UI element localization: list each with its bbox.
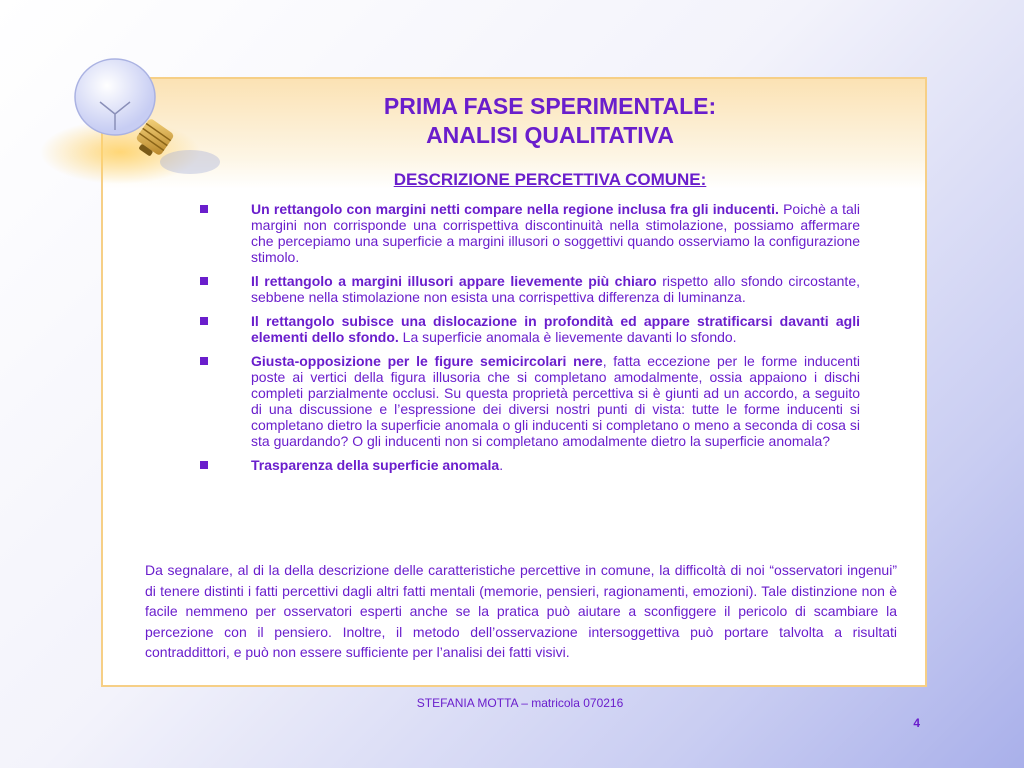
list-item [200, 313, 860, 345]
page-number: 4 [913, 716, 920, 730]
list-item [200, 201, 860, 265]
bullet-text: La superficie anomala è lievemente davanti lo sfondo. [398, 329, 737, 345]
list-item [200, 353, 860, 449]
bullet-bold-text: Giusta-opposizione per le figure semicircolari nere [251, 353, 603, 369]
light-bulb-icon [40, 52, 230, 192]
bullet-bold-text: Il rettangolo subisce una dislocazione in profondità ed appare stratificarsi davanti agli elementi dello sfondo. [251, 313, 860, 345]
square-bullet-icon [200, 317, 208, 325]
bullet-text: . [499, 457, 504, 473]
bullet-text: Poichè a tali margini non corrisponde una corrispettiva discontinuità nella stimolazione, possiamo affermare che percepiamo una superficie a margini illusori o soggettivi quando osserviamo la configurazione stimolo. [251, 201, 860, 265]
square-bullet-icon [200, 277, 208, 285]
bullet-bold-text: Il rettangolo a margini illusori appare lievemente più chiaro [251, 273, 657, 289]
bullet-text: rispetto allo sfondo circostante, sebbene nella stimolazione non esista una corrispettiva differenza di luminanza. [251, 273, 860, 305]
square-bullet-icon [200, 461, 208, 469]
list-item [200, 273, 860, 305]
title-line-2: ANALISI QUALITATIVA [426, 122, 674, 148]
list-item [200, 457, 860, 473]
slide-title [240, 92, 860, 150]
square-bullet-icon [200, 205, 208, 213]
footer-author: STEFANIA MOTTA – matricola 070216 [416, 696, 624, 710]
slide-subtitle: DESCRIZIONE PERCETTIVA COMUNE: [393, 170, 707, 189]
title-line-1: PRIMA FASE SPERIMENTALE: [383, 93, 717, 119]
bullet-bold-text: Un rettangolo con margini netti compare nella regione inclusa fra gli inducenti. [251, 201, 779, 217]
bullet-list [200, 201, 860, 481]
square-bullet-icon [200, 357, 208, 365]
bullet-bold-text: Trasparenza della superficie anomala [251, 457, 500, 473]
bullet-text: , fatta eccezione per le forme inducenti poste ai vertici della figura illusoria che si completano amodalmente, ossia appaiono i dischi completi parzialmente occlusi. Su questa proprietà percettiva si è giunti ad un accordo, a seguito di una discussione e l’espressione dei diversi nostri punti di vista: tutte le forme inducenti si completano dietro la superficie anomala o gli inducenti si completano o meno a seconda di cosa si sta guardando? O gli inducenti non si completano amodalmente dietro la superficie anomala? [251, 353, 860, 449]
closing-paragraph: Da segnalare, al di la della descrizione delle caratteristiche percettive in comune, la difficoltà di noi “osservatori ingenui” di tenere distinti i fatti percettivi dagli altri fatti mentali (memorie, pensieri, ragionamenti, emozioni). Tale distinzione non è facile nemmeno per osservatori esperti anche se la pratica può aiutare a sconfiggere il pericolo di scambiare la percezione con il pensiero. Inoltre, il metodo dell’osservazione intersoggettiva può portare talvolta a risultati contraddittori, e può non essere sufficiente per l’analisi dei fatti visivi. [145, 562, 897, 660]
